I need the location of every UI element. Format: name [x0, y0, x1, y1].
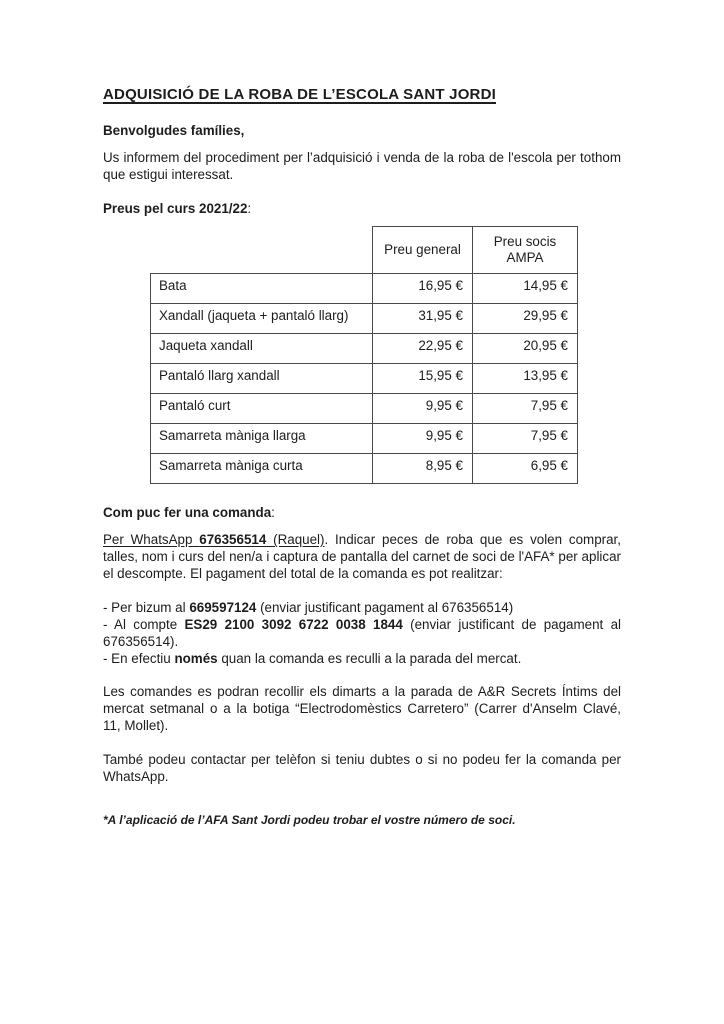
- item-cell: Jaqueta xandall: [151, 334, 373, 364]
- table-row: [151, 364, 578, 394]
- whatsapp-paragraph: [103, 531, 621, 582]
- transfer-post: (enviar justificant de pagament al 676356514).: [103, 617, 622, 649]
- price-general-cell: 16,95 €: [373, 274, 473, 304]
- price-ampa-cell: 13,95 €: [473, 364, 578, 394]
- table-row: [151, 454, 578, 484]
- prices-heading-text: Preus pel curs 2021/22: [103, 201, 248, 216]
- cash-post: quan la comanda es reculli a la parada del mercat.: [217, 651, 522, 666]
- phone-fallback-paragraph: També podeu contactar per telèfon si teniu dubtes o si no podeu fer la comanda per WhatsApp.: [103, 752, 621, 784]
- price-general-cell: 31,95 €: [373, 304, 473, 334]
- table-row: [151, 274, 578, 304]
- table-row: [151, 304, 578, 334]
- transfer-pre: - Al compte: [103, 617, 185, 632]
- price-general-cell: 9,95 €: [373, 394, 473, 424]
- bizum-pre: - Per bizum al: [103, 600, 190, 615]
- price-ampa-cell: 14,95 €: [473, 274, 578, 304]
- item-cell: Pantaló llarg xandall: [151, 364, 373, 394]
- price-general-cell: 15,95 €: [373, 364, 473, 394]
- table-row: [151, 394, 578, 424]
- prices-heading: [103, 200, 621, 217]
- price-ampa-cell: 7,95 €: [473, 394, 578, 424]
- order-heading-colon: :: [271, 505, 275, 520]
- bizum-post: (enviar justificant pagament al 676356514): [256, 600, 514, 615]
- whatsapp-prefix: Per WhatsApp: [103, 532, 200, 547]
- price-ampa-cell: 7,95 €: [473, 424, 578, 454]
- intro-paragraph: Us informem del procediment per l’adquisició i venda de la roba de l'escola per tothom que estigui interessat.: [103, 150, 621, 182]
- cash-pre: - En efectiu: [103, 651, 175, 666]
- price-general-cell: 22,95 €: [373, 334, 473, 364]
- payment-option-transfer: [103, 616, 621, 650]
- payment-options: [103, 599, 621, 667]
- bizum-phone-number: 669597124: [189, 600, 257, 615]
- order-heading: [103, 504, 621, 521]
- price-general-cell: 9,95 €: [373, 424, 473, 454]
- price-ampa-cell: 20,95 €: [473, 334, 578, 364]
- iban-number: ES29 2100 3092 6722 0038 1844: [184, 617, 403, 632]
- price-table: [150, 226, 578, 484]
- footnote: *A l’aplicació de l’AFA Sant Jordi podeu trobar el vostre número de soci.: [103, 813, 516, 827]
- whatsapp-instructions: . Indicar peces de roba que es volen comprar, talles, nom i curs del nen/a i captura de pantalla del carnet de soci de l'AFA* per aplicar el descompte. El pagament del total de la comanda es pot realitzar:: [103, 532, 621, 581]
- price-ampa-cell: 6,95 €: [473, 454, 578, 484]
- whatsapp-contact-name: (Raquel): [266, 532, 325, 547]
- item-cell: Samarreta màniga curta: [151, 454, 373, 484]
- whatsapp-phone-number: 676356514: [199, 532, 267, 547]
- item-cell: Samarreta màniga llarga: [151, 424, 373, 454]
- item-cell: Bata: [151, 274, 373, 304]
- table-corner-cell: [151, 227, 373, 274]
- item-cell: Pantaló curt: [151, 394, 373, 424]
- document-content: [103, 86, 621, 829]
- cash-emphasis: només: [174, 651, 218, 666]
- price-ampa-cell: 29,95 €: [473, 304, 578, 334]
- table-row: [151, 334, 578, 364]
- item-cell: Xandall (jaqueta + pantaló llarg): [151, 304, 373, 334]
- col-header-preu-general: Preu general: [373, 227, 473, 274]
- whatsapp-contact: [103, 532, 324, 547]
- payment-option-cash: [103, 650, 621, 667]
- payment-option-bizum: [103, 599, 621, 616]
- table-row: [151, 424, 578, 454]
- order-heading-text: Com puc fer una comanda: [103, 505, 272, 520]
- table-header-row: [151, 227, 578, 274]
- document-title: ADQUISICIÓ DE LA ROBA DE L’ESCOLA SANT JORDI: [103, 86, 496, 103]
- salutation: Benvolgudes famílies,: [103, 123, 245, 138]
- pickup-paragraph: Les comandes es podran recollir els dimarts a la parada de A&R Secrets Íntims del mercat setmanal o a la botiga “Electrodomèstics Carretero” (Carrer d'Anselm Clavé, 11, Mollet).: [103, 684, 621, 733]
- col-header-preu-socis-ampa: Preu socis AMPA: [473, 227, 578, 274]
- price-general-cell: 8,95 €: [373, 454, 473, 484]
- prices-heading-colon: :: [247, 201, 252, 216]
